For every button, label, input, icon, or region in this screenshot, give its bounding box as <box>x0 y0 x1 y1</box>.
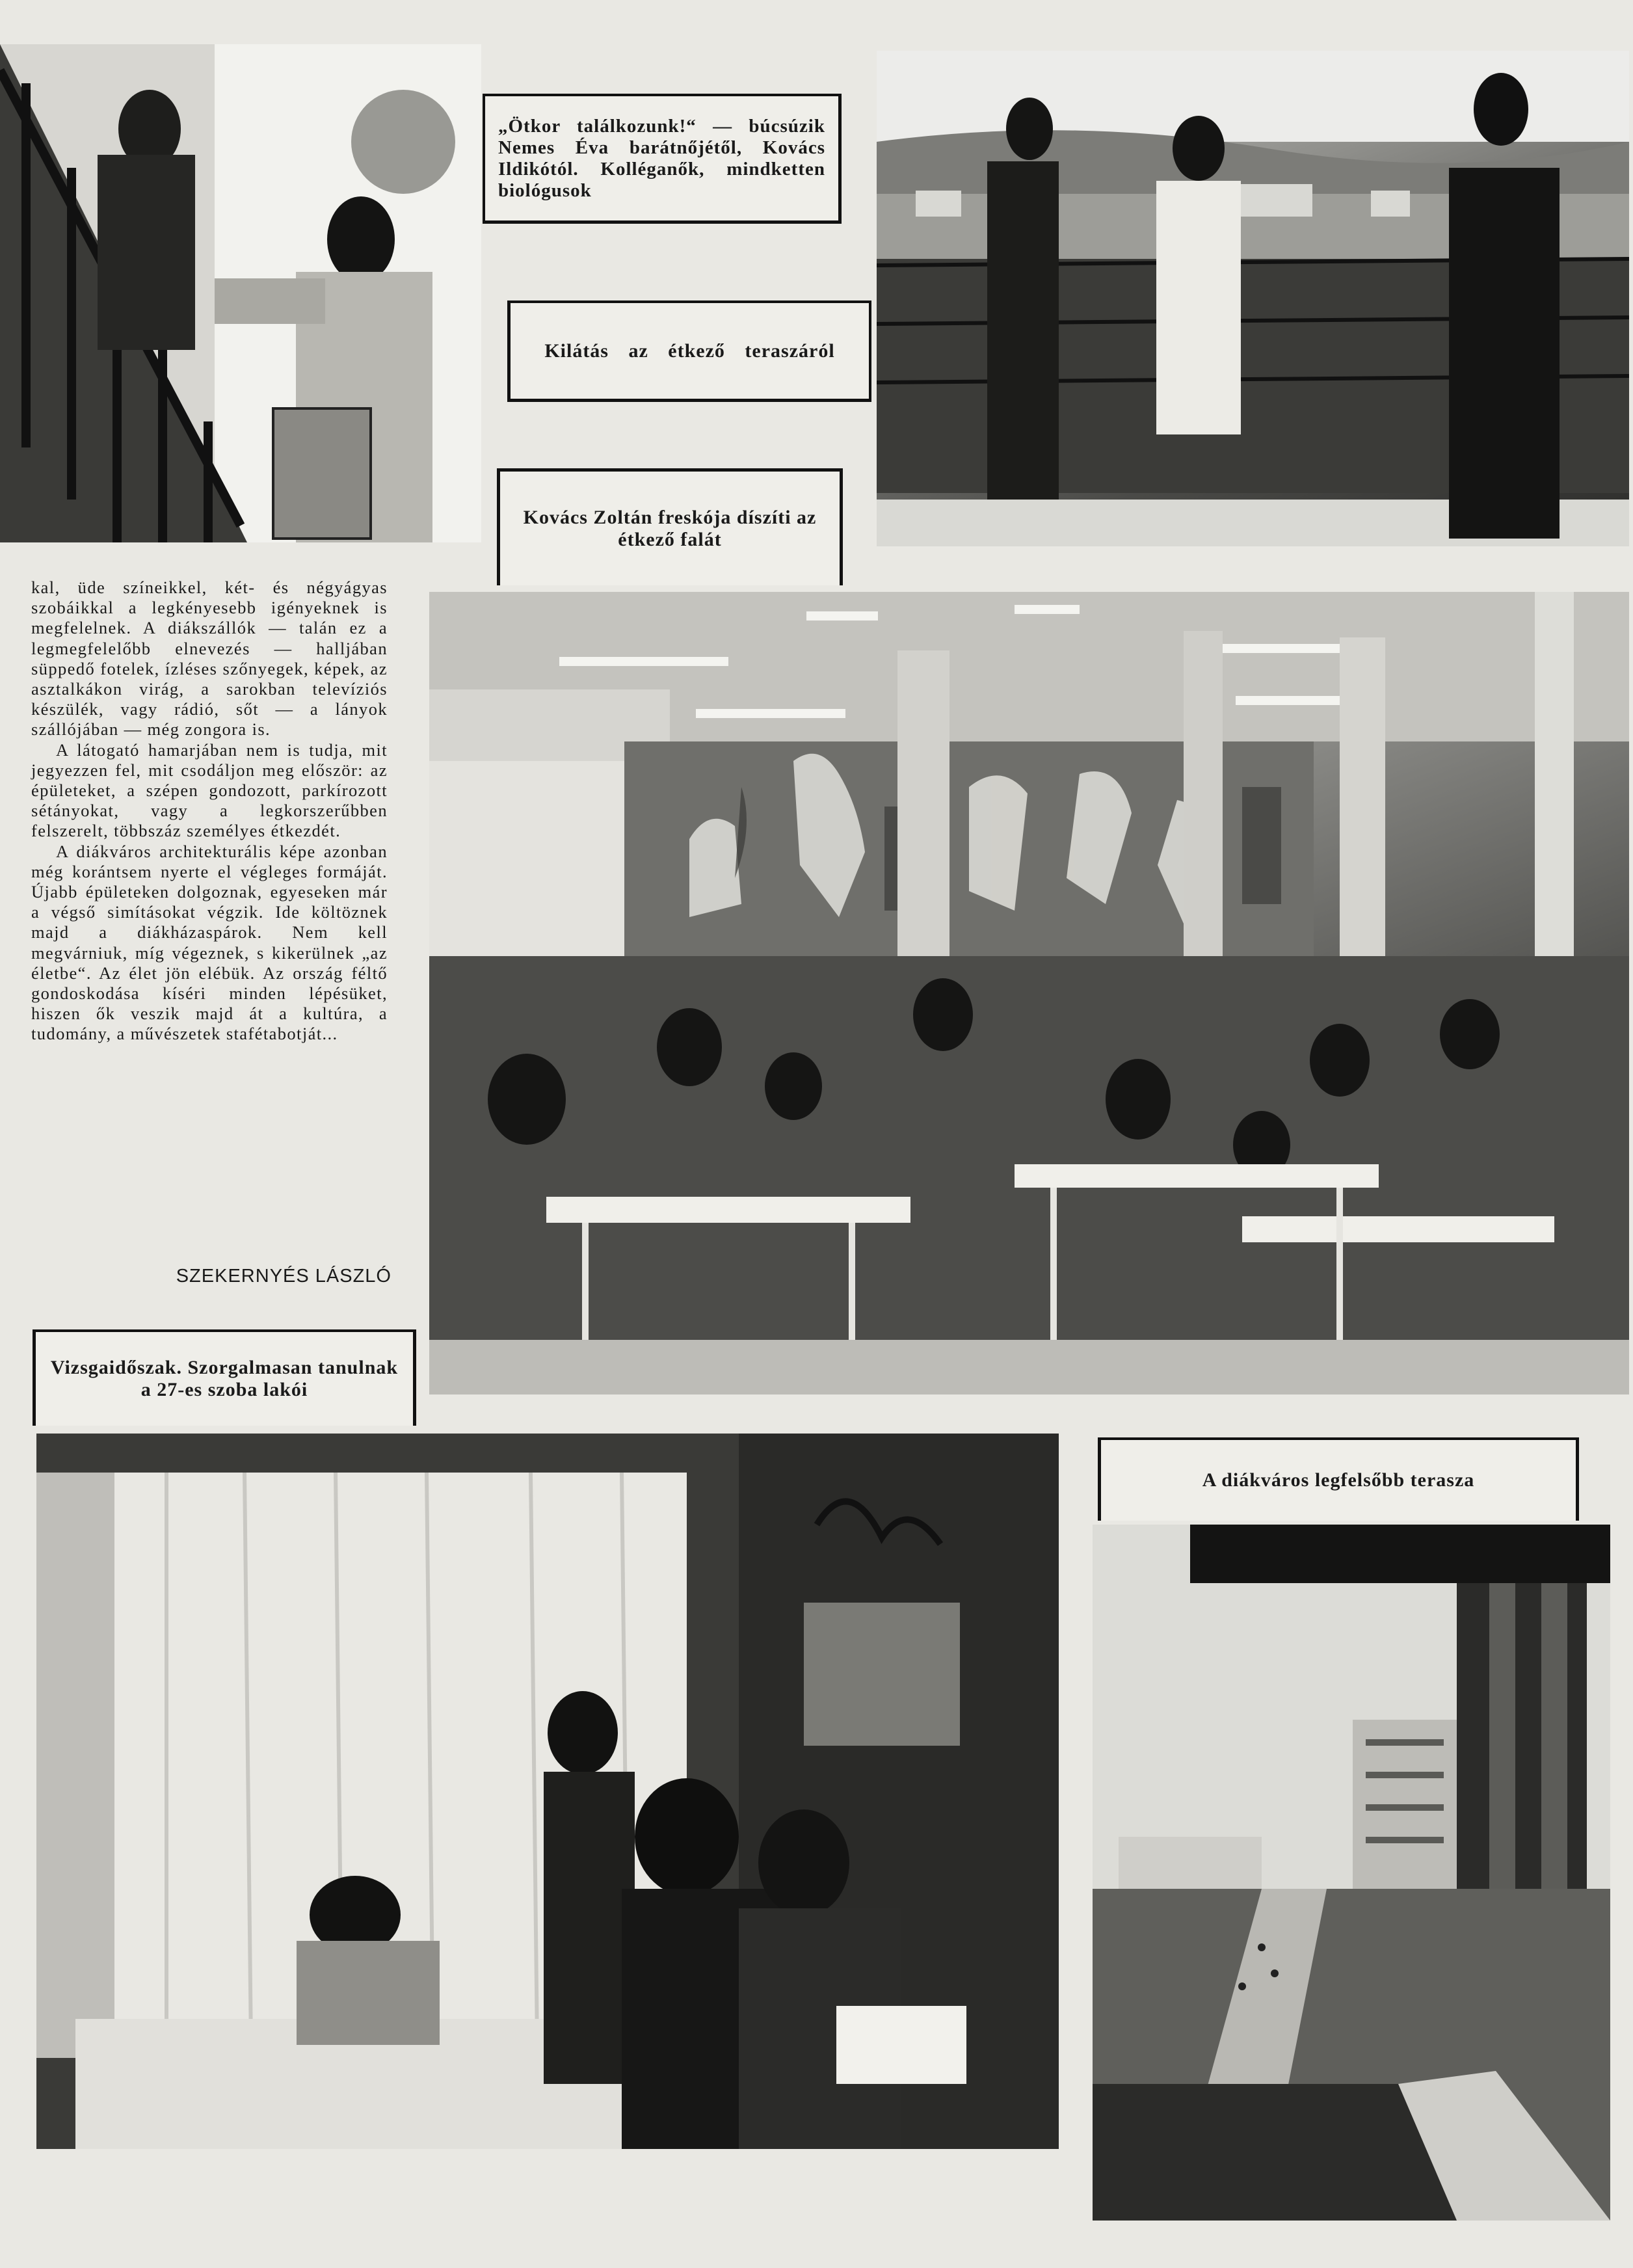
photo-students-studying <box>36 1434 1059 2149</box>
article-body <box>31 578 388 1045</box>
photo-staircase-farewell <box>0 44 481 542</box>
article-paragraph: A diákváros architekturális képe azonban még korántsem nyerte el végleges formáját. Újabb épületeken dolgoznak, egyeseken már a végső simításokat végzik. Ide költöznek majd a diákházaspárok. Nem kell megvárniuk, míg végeznek, s kikerülnek „az életbe“. Az élet jön elébük. Az ország féltő gondoskodása kíséri minden lépésüket, hiszen ők veszik majd át a kultúra, a tudomány, a művészetek stafétabotját... <box>31 841 388 1044</box>
photo-upper-terrace <box>1093 1525 1610 2221</box>
caption-terrace-text: A diákváros legfelsőbb terasza <box>1202 1469 1475 1491</box>
caption-terrace <box>1098 1437 1579 1521</box>
caption-exam-text: Vizsgaidőszak. Szorgalmasan tanulnak a 27-es szoba lakói <box>50 1357 399 1400</box>
caption-fresco <box>497 468 843 585</box>
article-paragraph: kal, üde színeikkel, két- és négyágyas szobáikkal a legkényesebb igényeknek is megfelelnek. A diákszállók — talán ez a legmegfelelőbb elnevezés — halljában süppedő fotelek, ízléses szőnyegek, képek, az asztalkákon virág, a sarokban televíziós készülék, vagy rádió, sőt — a lányok szállójában — még zongora is. <box>31 578 388 740</box>
photo-dining-hall <box>429 592 1629 1394</box>
article-author: SZEKERNYÉS LÁSZLÓ <box>176 1266 392 1287</box>
photo-terrace-view <box>877 51 1629 546</box>
caption-view <box>507 300 871 402</box>
caption-view-text: Kilátás az étkező teraszáról <box>544 340 835 362</box>
caption-farewell <box>483 94 842 224</box>
article-paragraph: A látogató hamarjában nem is tudja, mit jegyezzen fel, mit csodáljon meg először: az épületeket, a szépen gondozott, parkírozott sétányokat, vagy a legkorszerűbben felszerelt, többszáz személyes étkezdét. <box>31 740 388 841</box>
caption-fresco-text: Kovács Zoltán freskója díszíti az étkező falát <box>523 506 817 550</box>
caption-exam <box>33 1329 416 1426</box>
caption-farewell-text: „Ötkor találkozunk!“ — búcsúzik Nemes Éva barátnőjétől, Kovács Ildikótól. Kolléganők, mindketten biológusok <box>498 115 825 201</box>
